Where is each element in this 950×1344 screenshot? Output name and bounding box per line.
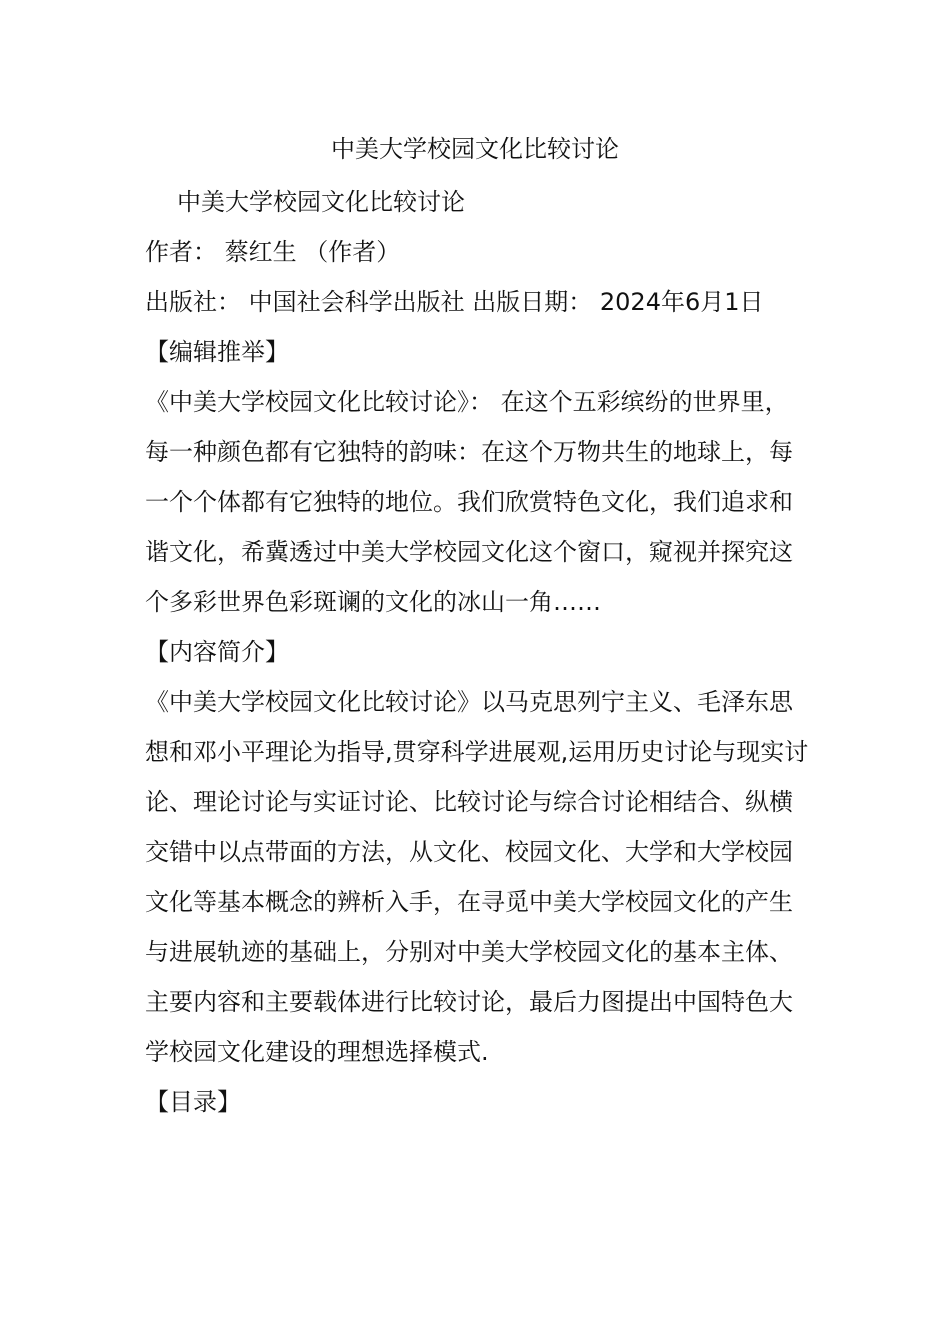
editor-recommend-heading: 【编辑推举】: [145, 338, 289, 366]
toc-heading: 【目录】: [145, 1088, 241, 1116]
book-title: 中美大学校园文化比较讨论: [177, 188, 465, 216]
editor-recommend-text: 《中美大学校园文化比较讨论》： 在这个五彩缤纷的世界里，每一种颜色都有它独特的韵味：在这个万物共生的地球上，每一个个体都有它独特的地位。我们欣赏特色文化，我们追求和谐文化，希冀透过中美大学校园文化这个窗口，窥视并探究这个多彩世界色彩斑谰的文化的冰山一角……: [145, 388, 793, 616]
summary-text: 《中美大学校园文化比较讨论》以马克思列宁主义、毛泽东思想和邓小平理论为指导,贯穿科学进展观,运用历史讨论与现实讨论、理论讨论与实证讨论、比较讨论与综合讨论相结合、纵横交错中以点带面的方法，从文化、校园文化、大学和大学校园文化等基本概念的辨析入手，在寻觅中美大学校园文化的产生与进展轨迹的基础上，分别对中美大学校园文化的基本主体、主要内容和主要载体进行比较讨论，最后力图提出中国特色大学校园文化建设的理想选择模式.: [145, 688, 809, 1066]
document-body: [145, 177, 810, 1127]
author-line: 作者： 蔡红生 （作者）: [145, 238, 401, 266]
publisher-line: 出版社： 中国社会科学出版社 出版日期： 2024年6月1日: [145, 288, 764, 316]
summary-heading: 【内容简介】: [145, 638, 289, 666]
page-title: 中美大学校园文化比较讨论: [331, 135, 619, 163]
